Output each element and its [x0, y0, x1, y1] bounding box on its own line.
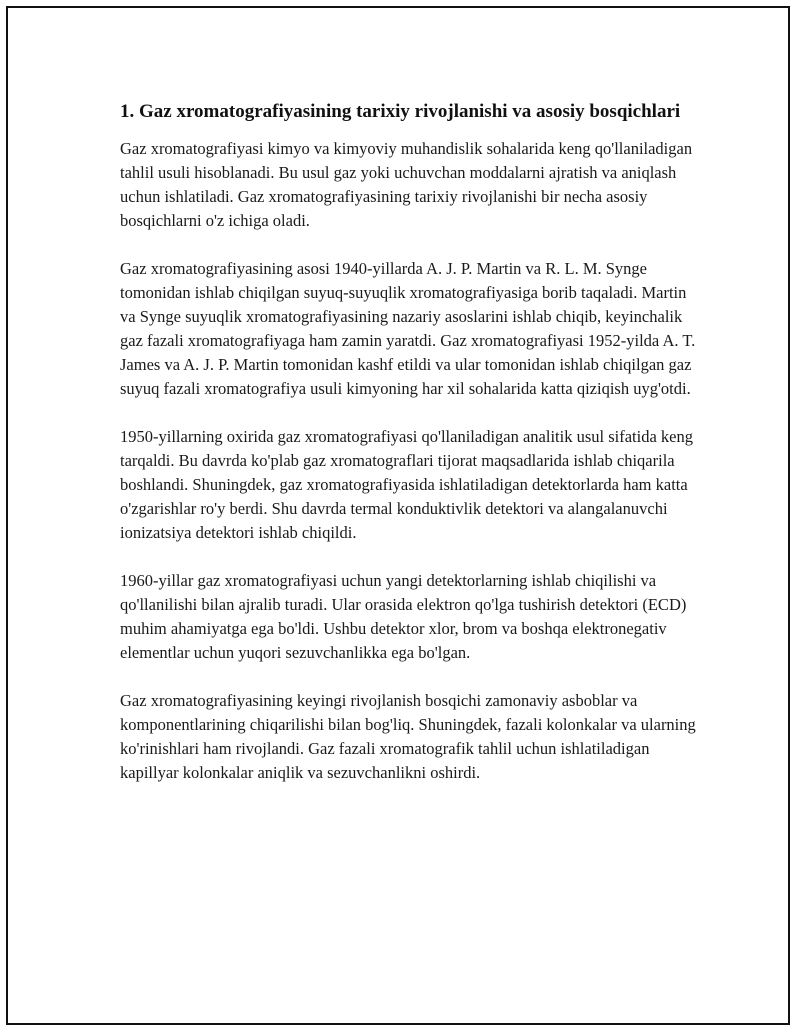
paragraph-late-1950s: 1950-yillarning oxirida gaz xromatografiyasi qo'llaniladigan analitik usul sifatida keng tarqaldi. Bu davrda ko'plab gaz xromatograflari tijorat maqsadlarida ishlab chiqarila boshlandi. Shuningdek, gaz xromatografiyasida ishlatiladigan detektorlarda ham katta o'zgarishlar ro'y berdi. Shu davrda termal konduktivlik detektori va alangalanuvchi ionizatsiya detektori ishlab chiqildi. [120, 427, 693, 542]
paragraph-1960s-detectors: 1960-yillar gaz xromatografiyasi uchun yangi detektorlarning ishlab chiqilishi va qo'llanilishi bilan ajralib turadi. Ular orasida elektron qo'lga tushirish detektori (ECD) muhim ahamiyatga ega bo'ldi. Ushbu detektor xlor, brom va boshqa elektronegativ elementlar uchun yuqori sezuvchanlikka ega bo'lgan. [120, 571, 687, 662]
page-border [6, 6, 790, 1025]
paragraph-origins-1940s: Gaz xromatografiyasining asosi 1940-yillarda A. J. P. Martin va R. L. M. Synge tomonidan ishlab chiqilgan suyuq-suyuqlik xromatografiyasiga borib taqaladi. Martin va Synge suyuqlik xromatografiyasining nazariy asoslarini ishlab chiqib, keyinchalik gaz fazali xromatografiyaga ham zamin yaratdi. Gaz xromatografiyasi 1952-yilda A. T. James va A. J. P. Martin tomonidan kashf etildi va ular tomonidan ishlab chiqilgan gaz suyuq fazali xromatografiya usuli kimyoning har xil sohalarida katta qiziqish uyg'otdi. [120, 259, 696, 398]
paragraph-modern-stage: Gaz xromatografiyasining keyingi rivojlanish bosqichi zamonaviy asboblar va komponentlarining chiqarilishi bilan bog'liq. Shuningdek, fazali kolonkalar va ularning ko'rinishlari ham rivojlandi. Gaz fazali xromatografik tahlil uchun ishlatiladigan kapillyar kolonkalar aniqlik va sezuvchanlikni oshirdi. [120, 691, 696, 782]
document-body [120, 98, 700, 809]
paragraph-introduction: Gaz xromatografiyasi kimyo va kimyoviy muhandislik sohalarida keng qo'llaniladigan tahlil usuli hisoblanadi. Bu usul gaz yoki uchuvchan moddalarni ajratish va aniqlash uchun ishlatiladi. Gaz xromatografiyasining tarixiy rivojlanishi bir necha asosiy bosqichlarni o'z ichiga oladi. [120, 139, 693, 230]
section-heading: 1. Gaz xromatografiyasining tarixiy rivojlanishi va asosiy bosqichlari [120, 101, 681, 122]
